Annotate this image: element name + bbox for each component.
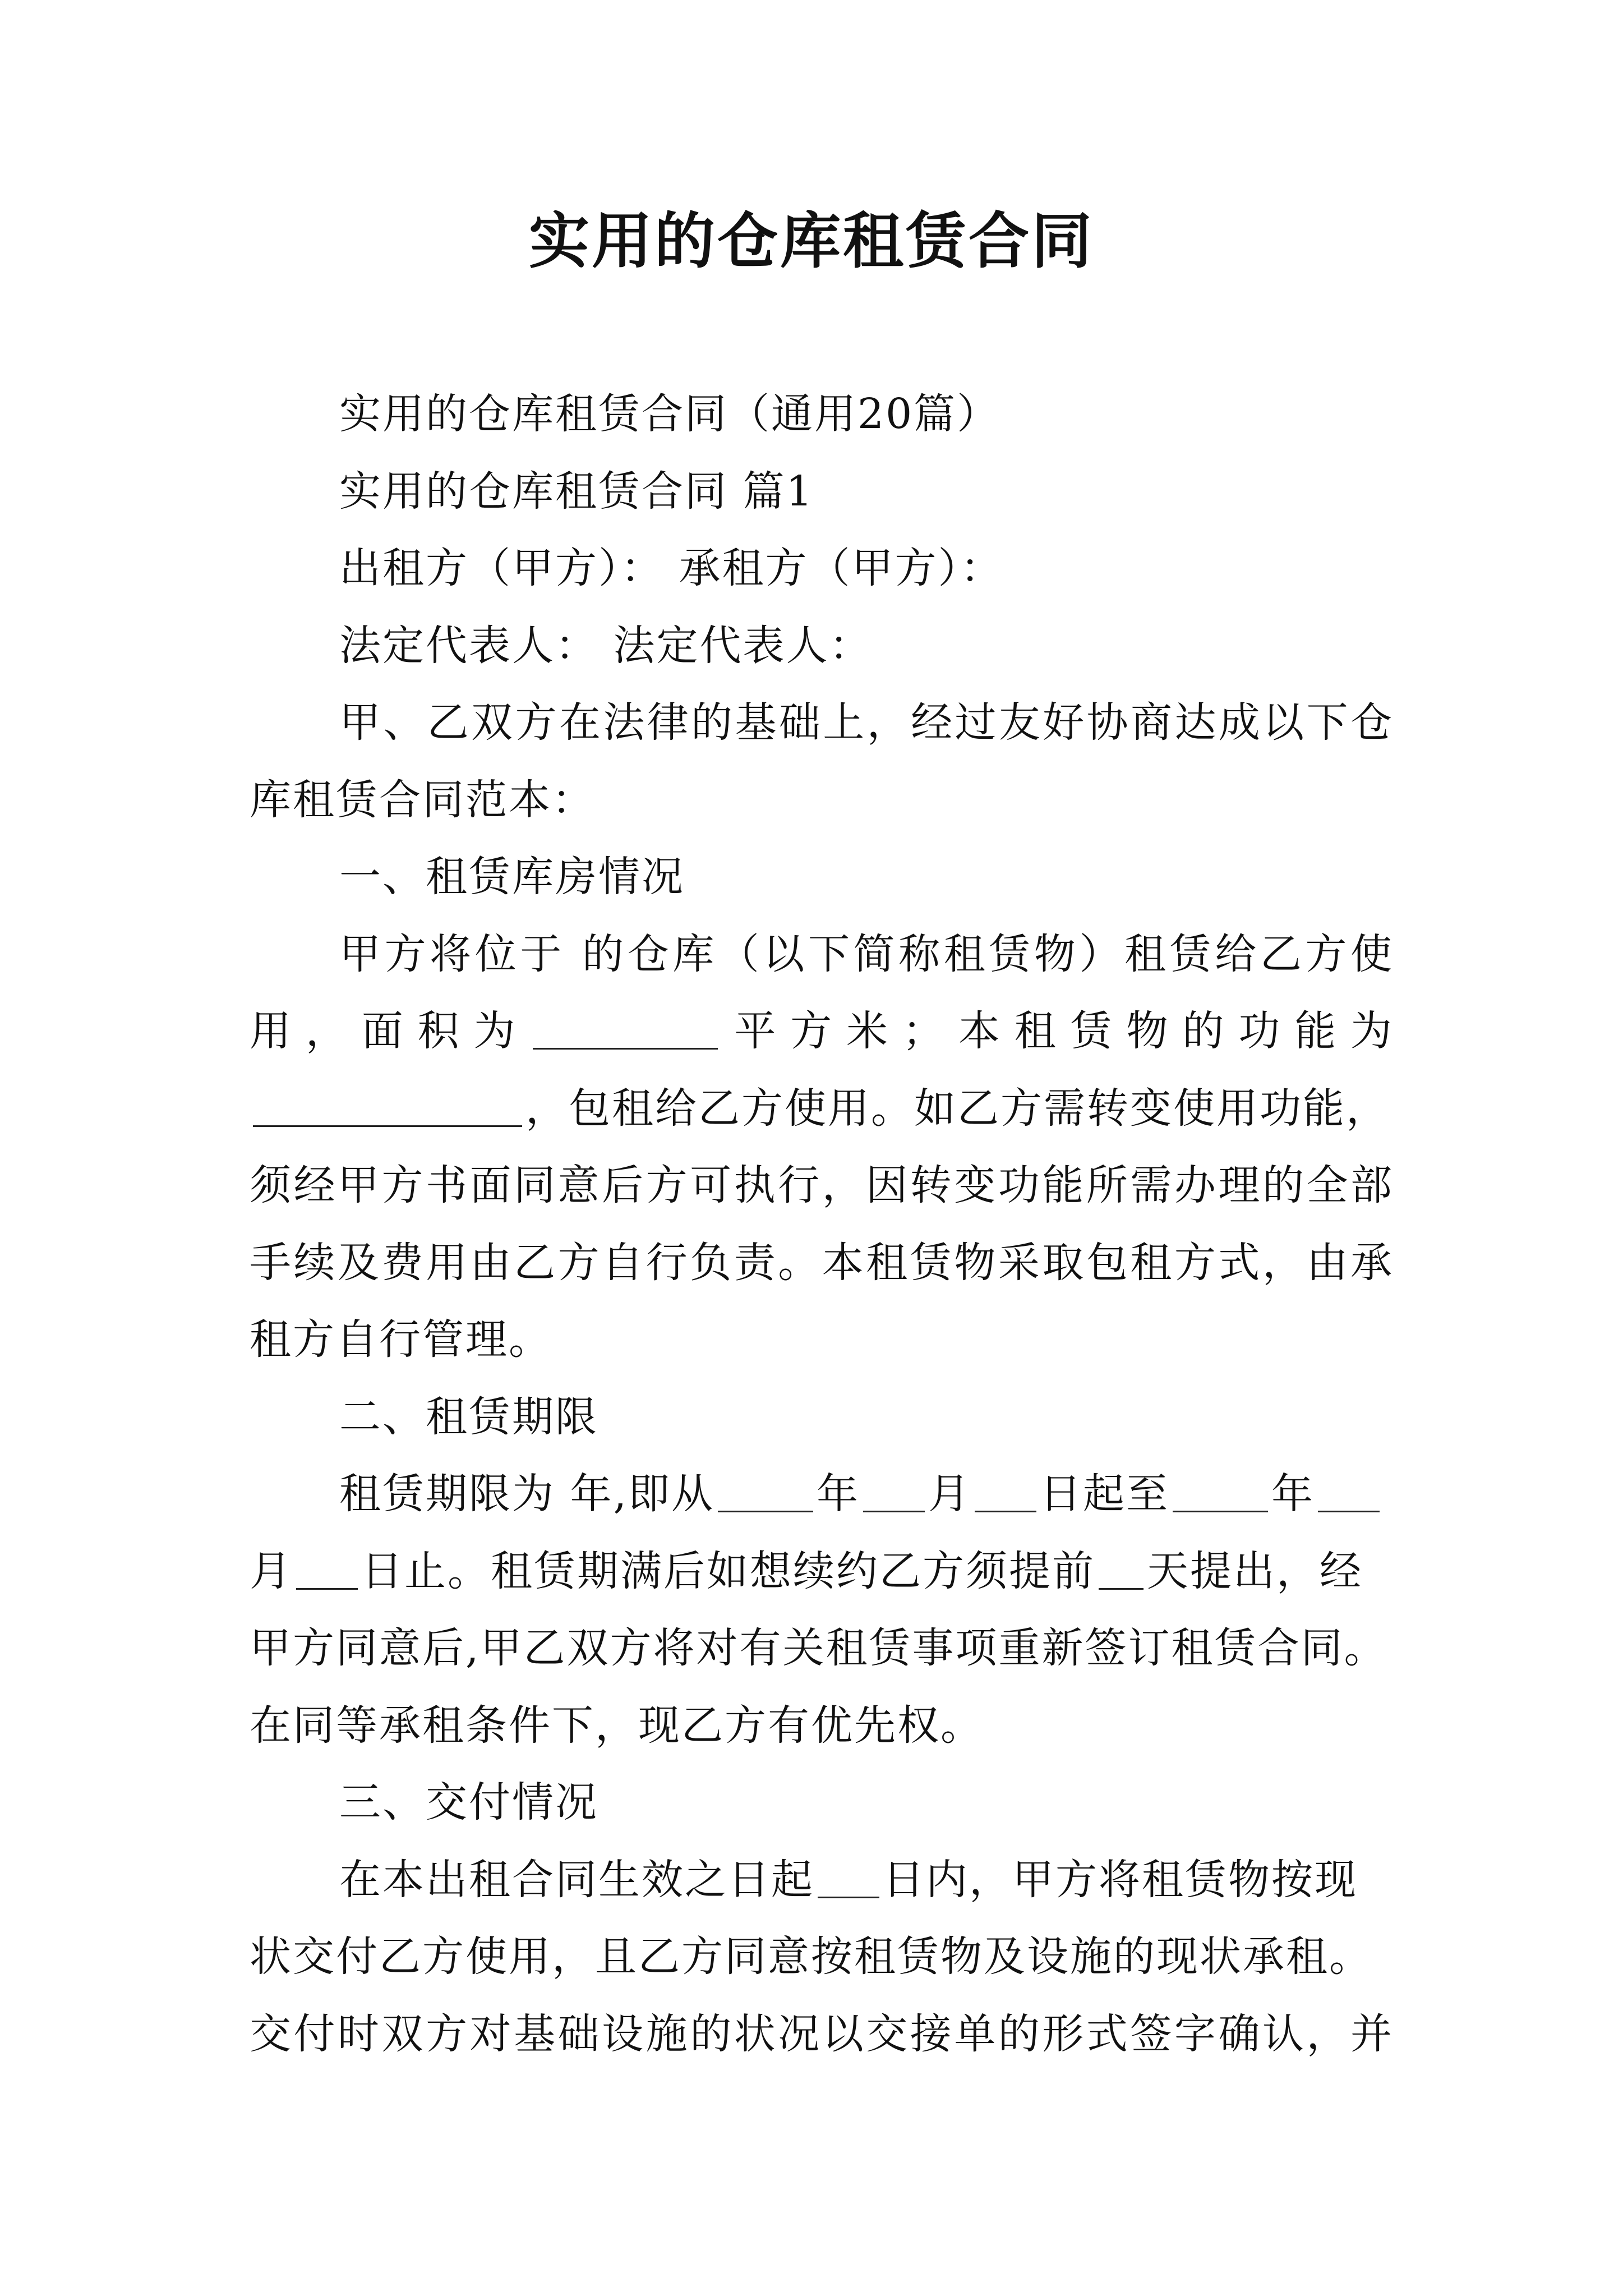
end-month-blank bbox=[1318, 1469, 1380, 1512]
end-year-label: 年 bbox=[1271, 1470, 1315, 1518]
section-1-heading: 一、租赁库房情况 bbox=[339, 853, 685, 901]
section-1-line-6: 租方自行管理。 bbox=[250, 1315, 552, 1364]
section-3-line-1 bbox=[250, 1842, 1394, 1919]
section-2-line-2 bbox=[250, 1533, 1394, 1611]
function-label: 平方米；本租赁物的功能为 bbox=[721, 1007, 1394, 1055]
delivery-days-blank bbox=[818, 1855, 879, 1898]
area-label: 用，面积为 bbox=[250, 1007, 530, 1055]
section-2-heading: 二、租赁期限 bbox=[339, 1392, 598, 1441]
intro-line-1: 甲、乙双方在法律的基础上，经过友好协商达成以下仓 bbox=[339, 698, 1394, 747]
section-1-line-5: 手续及费用由乙方自行负责。本租赁物采取包租方式，由承 bbox=[250, 1238, 1394, 1287]
start-year-blank bbox=[718, 1469, 813, 1512]
section-1-line-2 bbox=[250, 993, 1394, 1070]
section-1-line-3 bbox=[250, 1070, 1394, 1148]
parties-line: 出租方（甲方）： 承租方（甲方）： bbox=[339, 544, 1004, 592]
renewal-text: 日止。租赁期满后如想续约乙方须提前 bbox=[361, 1547, 1095, 1595]
section-2-line-3: 甲方同意后,甲乙双方将对有关租赁事项重新签订租赁合同。 bbox=[250, 1624, 1387, 1672]
document-body bbox=[250, 376, 1394, 2073]
part-heading: 实用的仓库租赁合同 篇1 bbox=[339, 467, 814, 516]
section-1-line-1: 甲方将位于 的仓库（以下简称租赁物）租赁给乙方使 bbox=[339, 930, 1394, 978]
subtitle: 实用的仓库租赁合同（通用20篇） bbox=[339, 390, 1000, 438]
start-day-blank bbox=[975, 1469, 1036, 1512]
until-label: 日起至 bbox=[1040, 1470, 1170, 1518]
section-2-line-4: 在同等承租条件下，现乙方有优先权。 bbox=[250, 1701, 984, 1750]
section-3-line-3: 交付时双方对基础设施的状况以交接单的形式签字确认，并 bbox=[250, 2009, 1394, 2058]
legal-rep-line: 法定代表人： 法定代表人： bbox=[339, 621, 873, 670]
end-day-blank bbox=[296, 1547, 358, 1590]
start-month-blank bbox=[863, 1469, 925, 1512]
section-2-line-1 bbox=[250, 1456, 1394, 1533]
section-1-line-4: 须经甲方书面同意后方可执行，因转变功能所需办理的全部 bbox=[250, 1161, 1394, 1209]
notice-text: 天提出，经 bbox=[1147, 1547, 1363, 1595]
delivery-label: 在本出租合同生效之日起 bbox=[339, 1855, 814, 1904]
section-3-heading: 三、交付情况 bbox=[339, 1778, 598, 1826]
term-label: 租赁期限为 年,即从 bbox=[339, 1470, 715, 1518]
sublease-text: ，包租给乙方使用。如乙方需转变使用功能， bbox=[525, 1084, 1389, 1133]
end-year-blank bbox=[1173, 1469, 1268, 1512]
section-3-line-2: 状交付乙方使用，且乙方同意按租赁物及设施的现状承租。 bbox=[250, 1932, 1372, 1981]
end-month-label: 月 bbox=[250, 1547, 293, 1595]
notice-days-blank bbox=[1099, 1547, 1144, 1590]
month-label: 月 bbox=[928, 1470, 972, 1518]
document-title: 实用的仓库租赁合同 bbox=[528, 206, 1094, 277]
intro-line-2: 库租赁合同范本： bbox=[250, 775, 595, 824]
year-label: 年 bbox=[817, 1470, 860, 1518]
function-blank bbox=[253, 1084, 522, 1127]
delivery-text: 日内，甲方将租赁物按现 bbox=[883, 1855, 1358, 1904]
area-blank bbox=[533, 1006, 718, 1050]
